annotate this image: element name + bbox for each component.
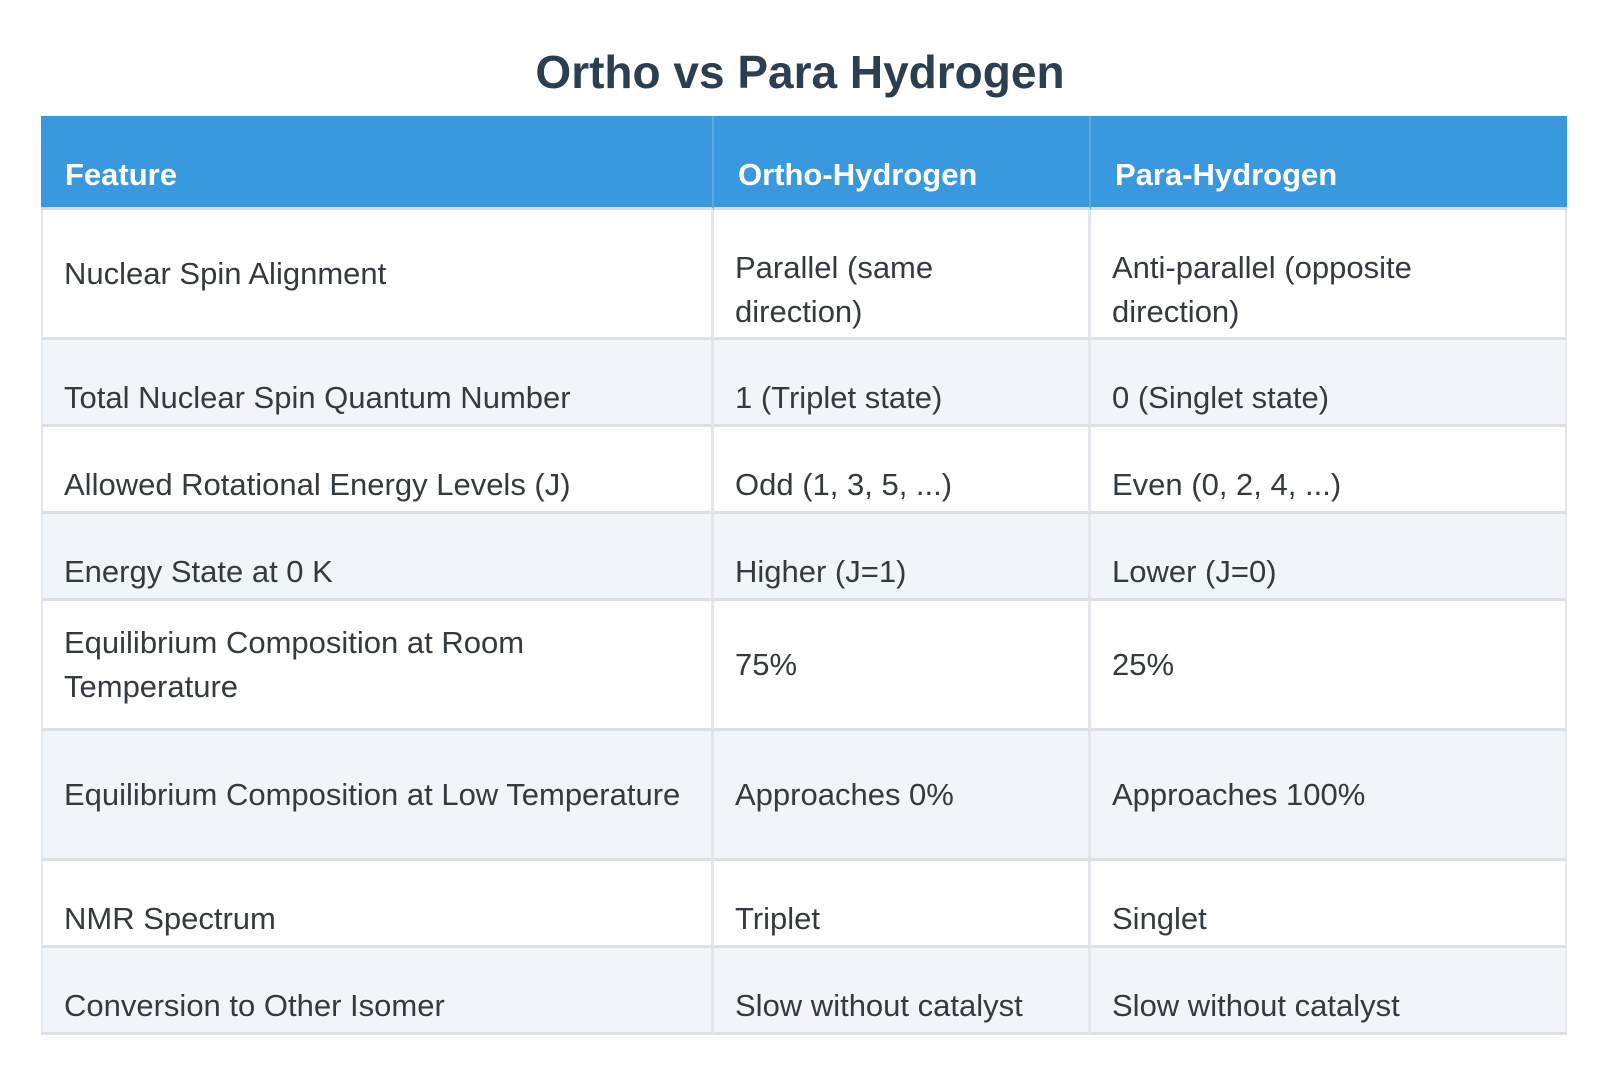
feature-cell: Equilibrium Composition at Low Temperature [41, 731, 714, 861]
feature-cell: Conversion to Other Isomer [41, 948, 714, 1035]
header-ortho-hydrogen: Ortho-Hydrogen [714, 116, 1091, 210]
table-row [41, 514, 1567, 601]
feature-cell: Nuclear Spin Alignment [41, 210, 714, 340]
ortho-cell: Triplet [714, 861, 1091, 948]
comparison-table-container [41, 116, 1567, 1035]
table-row [41, 340, 1567, 427]
table-row [41, 427, 1567, 514]
para-cell: Singlet [1091, 861, 1567, 948]
ortho-cell: Slow without catalyst [714, 948, 1091, 1035]
para-cell: Anti-parallel (opposite direction) [1091, 210, 1567, 340]
ortho-cell: Higher (J=1) [714, 514, 1091, 601]
ortho-cell: 75% [714, 601, 1091, 731]
header-para-hydrogen: Para-Hydrogen [1091, 116, 1567, 210]
para-cell: Even (0, 2, 4, ...) [1091, 427, 1567, 514]
header-feature: Feature [41, 116, 714, 210]
table-row [41, 210, 1567, 340]
feature-cell: Total Nuclear Spin Quantum Number [41, 340, 714, 427]
table-body [41, 210, 1567, 1035]
feature-cell: Energy State at 0 K [41, 514, 714, 601]
table-row [41, 601, 1567, 731]
ortho-cell: Parallel (same direction) [714, 210, 1091, 340]
ortho-cell: Odd (1, 3, 5, ...) [714, 427, 1091, 514]
para-cell: Lower (J=0) [1091, 514, 1567, 601]
para-cell: 25% [1091, 601, 1567, 731]
ortho-cell: Approaches 0% [714, 731, 1091, 861]
feature-cell: Allowed Rotational Energy Levels (J) [41, 427, 714, 514]
table-row [41, 731, 1567, 861]
page-title: Ortho vs Para Hydrogen [535, 46, 1065, 98]
header-row [41, 116, 1567, 210]
comparison-table [41, 116, 1567, 1035]
table-row [41, 948, 1567, 1035]
para-cell: Approaches 100% [1091, 731, 1567, 861]
para-cell: Slow without catalyst [1091, 948, 1567, 1035]
para-cell: 0 (Singlet state) [1091, 340, 1567, 427]
feature-cell: Equilibrium Composition at Room Temperature [41, 601, 714, 731]
ortho-cell: 1 (Triplet state) [714, 340, 1091, 427]
table-row [41, 861, 1567, 948]
feature-cell: NMR Spectrum [41, 861, 714, 948]
table-header [41, 116, 1567, 210]
